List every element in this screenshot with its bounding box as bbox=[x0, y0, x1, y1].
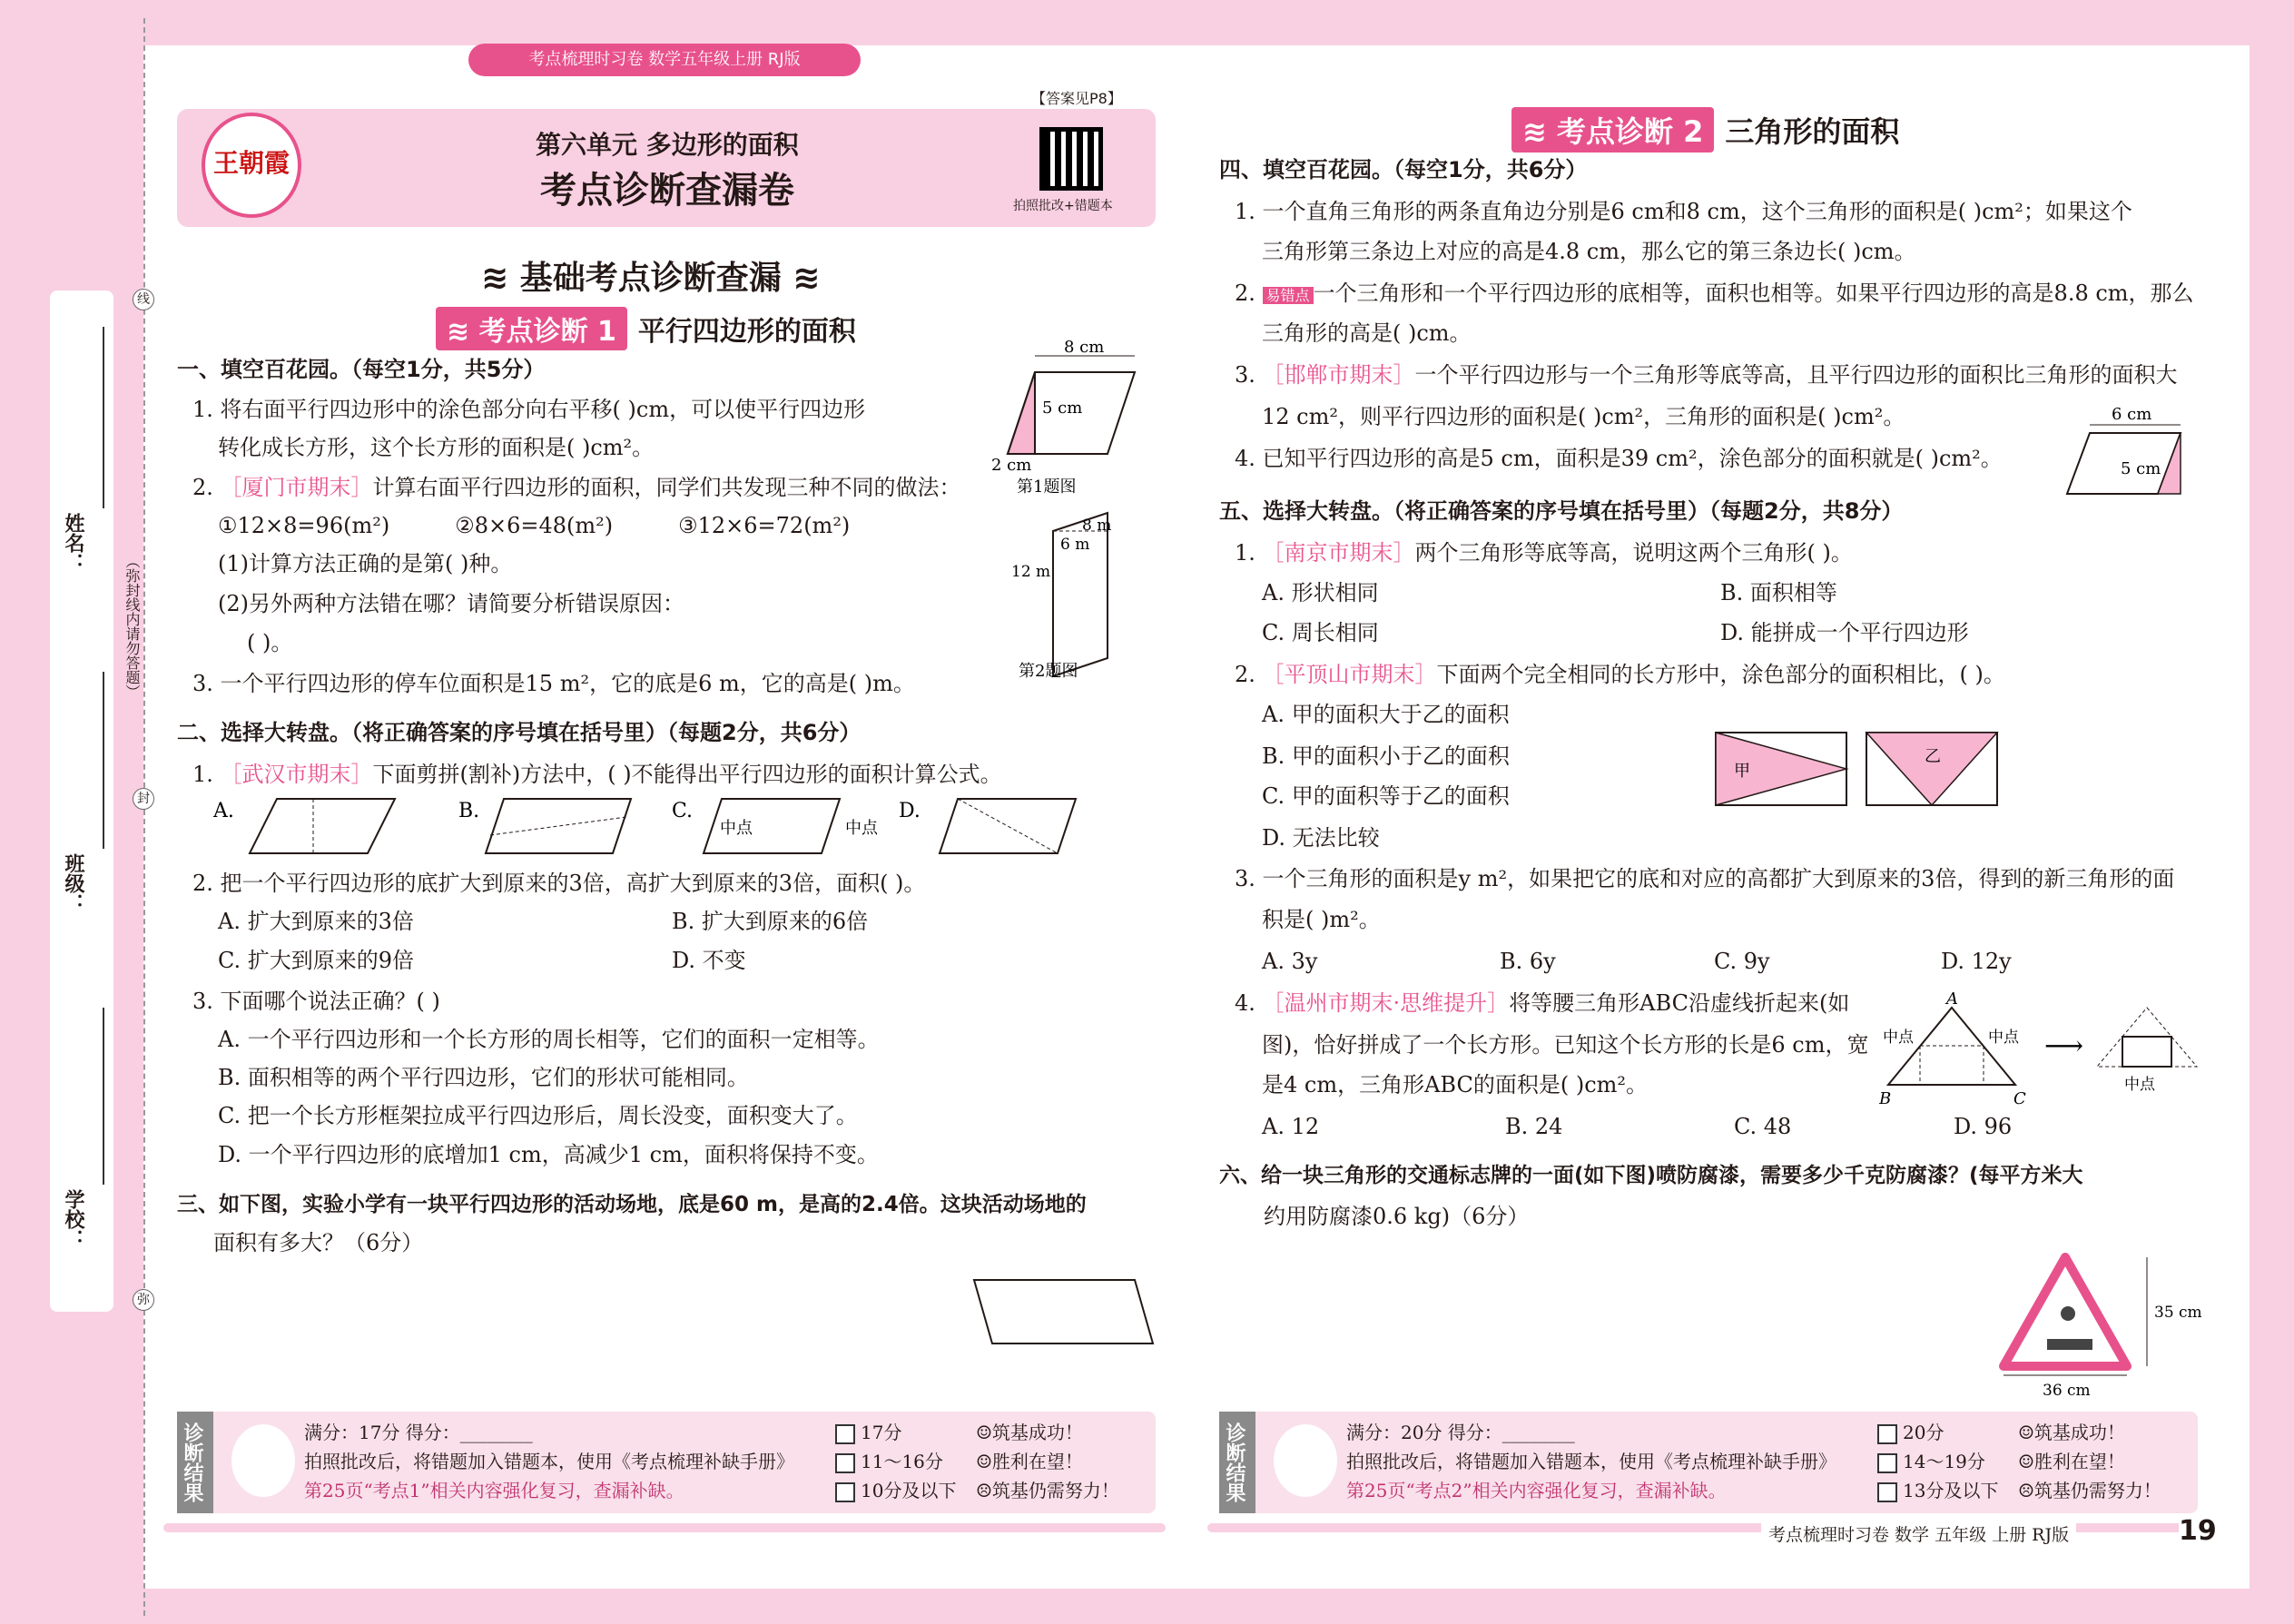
figure-r4-parallelogram bbox=[2053, 401, 2190, 501]
r3-source: ［邯郸市期末］ bbox=[1262, 362, 1415, 388]
r2-line2: 三角形的高是( )cm。 bbox=[1262, 320, 1472, 346]
footer-series: 考点梳理时习卷 数学 五年级 上册 RJ版 bbox=[1761, 1521, 2076, 1549]
right-footer-result3: ☹筑基仍需努力！ bbox=[2018, 1480, 2161, 1501]
p2-source: ［平顶山市期末］ bbox=[1262, 662, 1437, 687]
fig2-label-b: 6 m bbox=[1060, 536, 1090, 554]
right-footer-line2: 第25页“考点2”相关内容强化复习，查漏补缺。 bbox=[1346, 1480, 1727, 1501]
mid-label-1: 中点 bbox=[1883, 1029, 1914, 1047]
p4-line2: 图)，恰好拼成了一个长方形。已知这个长方形的长是6 cm，宽 bbox=[1262, 1032, 1869, 1058]
left-footer-opt3[interactable] bbox=[835, 1477, 956, 1504]
c2-text: 2. 把一个平行四边形的底扩大到原来的3倍，高扩大到原来的3倍，面积( )。 bbox=[192, 871, 926, 896]
left-footer-mascot-icon bbox=[231, 1424, 295, 1497]
left-footer-opt3-label: 10分及以下 bbox=[861, 1480, 957, 1501]
section-6-line1: 六、给一块三角形的交通标志牌的一面(如下图)喷防腐漆，需要多少千克防腐漆？(每平方米大 bbox=[1219, 1164, 2083, 1187]
diagnosis-2-tag: ≋ 考点诊断 2 bbox=[1511, 107, 1714, 153]
c1-fig-a bbox=[250, 799, 395, 853]
answer-reference: 【答案见P8】 bbox=[1026, 87, 1127, 108]
right-footer-opt1-label: 20分 bbox=[1903, 1422, 1944, 1443]
right-footer-opt1[interactable] bbox=[1877, 1419, 1944, 1446]
fig2-label-c: 12 m bbox=[1011, 563, 1051, 581]
class-field-label: 班级： bbox=[62, 853, 84, 913]
p2-line bbox=[1235, 661, 2005, 688]
fig2-caption: 第2题图 bbox=[1019, 662, 1078, 681]
r1-line2: 三角形第三条边上对应的高是4.8 cm，那么它的第三条边长( )cm。 bbox=[1262, 239, 1916, 264]
q2-line1 bbox=[192, 474, 961, 501]
p4-line3: 是4 cm，三角形ABC的面积是( )cm²。 bbox=[1262, 1072, 1649, 1097]
q2-method-2: ②8×6=48(m²) bbox=[455, 513, 614, 538]
p1-line bbox=[1235, 539, 1853, 566]
binding-dashed-line bbox=[143, 18, 145, 1616]
cut-mark-mi: 弥 bbox=[133, 1289, 154, 1311]
r3-number: 3. bbox=[1235, 362, 1255, 388]
p4-option-a: A. 12 bbox=[1262, 1114, 1320, 1139]
c1-source: ［武汉市期末］ bbox=[220, 762, 373, 787]
p1-option-a: A. 形状相同 bbox=[1262, 580, 1379, 605]
q2-method-3: ③12×6=72(m²) bbox=[678, 513, 851, 538]
r3-text: 一个平行四边形与一个三角形等底等高，且平行四边形的面积比三角形的面积大 bbox=[1414, 362, 2178, 388]
right-footer-score[interactable]: 满分：20分 得分：________ bbox=[1346, 1422, 1575, 1443]
c2-option-d: D. 不变 bbox=[672, 948, 746, 973]
q1-line2: 转化成长方形，这个长方形的面积是( )cm²。 bbox=[218, 435, 655, 460]
section-6-line2: 约用防腐漆0.6 kg)（6分） bbox=[1264, 1204, 1530, 1229]
p4-option-c: C. 48 bbox=[1734, 1114, 1792, 1139]
left-footer-result3: ☹筑基仍需努力！ bbox=[976, 1480, 1119, 1501]
p4-triangle-figure bbox=[1879, 989, 2206, 1107]
section-3-line2: 面积有多大？（6分） bbox=[213, 1230, 424, 1255]
r4-top-label: 6 cm bbox=[2112, 405, 2152, 424]
r3-line1 bbox=[1235, 361, 2178, 389]
fig1-top-label: 8 cm bbox=[1064, 338, 1105, 357]
c1-option-d: D. bbox=[899, 800, 921, 822]
unit-heading: 第六单元 多边形的面积 bbox=[536, 130, 799, 160]
p1-option-b: B. 面积相等 bbox=[1720, 580, 1837, 605]
class-field-line bbox=[103, 672, 104, 849]
p2-text: 下面两个完全相同的长方形中，涂色部分的面积相比，( )。 bbox=[1436, 662, 2005, 687]
c2-option-c: C. 扩大到原来的9倍 bbox=[218, 948, 415, 973]
p2-option-a: A. 甲的面积大于乙的面积 bbox=[1262, 702, 1510, 727]
c3-text: 3. 下面哪个说法正确？( ) bbox=[192, 989, 440, 1014]
qr-caption: 拍照批改+错题本 bbox=[1013, 199, 1113, 213]
p3-option-d: D. 12y bbox=[1941, 949, 2012, 974]
p4-option-d: D. 96 bbox=[1954, 1114, 2013, 1139]
right-footer-opt2-label: 14～19分 bbox=[1903, 1451, 1985, 1472]
left-footer-opt2-label: 11～16分 bbox=[861, 1451, 943, 1472]
diagnosis-2-title: 三角形的面积 bbox=[1725, 114, 1900, 149]
c1-text: 下面剪拼(割补)方法中，( )不能得出平行四边形的面积计算公式。 bbox=[372, 762, 1002, 787]
school-field-label: 学校： bbox=[62, 1189, 84, 1249]
p2-option-c: C. 甲的面积等于乙的面积 bbox=[1262, 783, 1510, 809]
cut-mark-line: 线 bbox=[133, 289, 154, 310]
right-footer-result1: ☺筑基成功！ bbox=[2018, 1422, 2125, 1443]
c1-fig-b-cut bbox=[490, 817, 626, 835]
section-3-line1: 三、如下图，实验小学有一块平行四边形的活动场地，底是60 m，是高的2.4倍。这块活动场地的 bbox=[177, 1193, 1087, 1216]
section-3-figure bbox=[971, 1275, 1157, 1348]
vertex-c: C bbox=[2013, 1089, 2026, 1107]
p3-line1: 3. 一个三角形的面积是y m²，如果把它的底和对应的高都扩大到原来的3倍，得到的新三角形的面 bbox=[1235, 866, 2175, 891]
section-2-title: 二、选择大转盘。（将正确答案的序号填在括号里）（每题2分，共6分） bbox=[177, 720, 861, 745]
traffic-sign-figure bbox=[1993, 1248, 2210, 1403]
r2-number: 2. bbox=[1235, 281, 1255, 306]
c2-option-a: A. 扩大到原来的3倍 bbox=[218, 909, 414, 934]
r2-line1 bbox=[1235, 280, 2194, 310]
diagnosis-2-heading bbox=[1511, 107, 1899, 153]
vertex-a: A bbox=[1946, 989, 1958, 1009]
series-topbar: 考点梳理时习卷 数学五年级上册 RJ版 bbox=[468, 44, 861, 76]
left-footer-opt2[interactable] bbox=[835, 1448, 943, 1475]
section-5-title: 五、选择大转盘。（将正确答案的序号填在括号里）（每题2分，共8分） bbox=[1219, 498, 1904, 524]
q2-part2: (2)另外两种方法错在哪？请简要分析错误原因： bbox=[218, 591, 684, 616]
binding-strip bbox=[50, 290, 113, 1312]
fig2-label-a: 8 m bbox=[1082, 517, 1112, 535]
sign-base-label: 36 cm bbox=[2043, 1382, 2091, 1400]
p1-text: 两个三角形等底等高，说明这两个三角形( )。 bbox=[1414, 540, 1853, 566]
fig1-shaded-triangle bbox=[1008, 372, 1035, 454]
p4-number: 4. bbox=[1235, 990, 1255, 1016]
p2-option-d: D. 无法比较 bbox=[1262, 825, 1380, 851]
c1-fig-b bbox=[486, 799, 631, 853]
p2-option-b: B. 甲的面积小于乙的面积 bbox=[1262, 743, 1510, 769]
q2-text: 计算右面平行四边形的面积，同学们共发现三种不同的做法： bbox=[372, 475, 961, 500]
rect-yi-label: 乙 bbox=[1925, 747, 1941, 766]
r3-line2: 12 cm²，则平行四边形的面积是( )cm²，三角形的面积是( )cm²。 bbox=[1262, 404, 1905, 429]
r4-shaded-triangle bbox=[2158, 433, 2181, 494]
p1-number: 1. bbox=[1235, 540, 1255, 566]
c1-option-b: B. bbox=[458, 800, 480, 822]
name-field-line bbox=[103, 327, 104, 508]
left-footer-opt1-label: 17分 bbox=[861, 1422, 902, 1443]
right-diagnosis-footer bbox=[1219, 1412, 2198, 1513]
mid-label-3: 中点 bbox=[2124, 1076, 2155, 1094]
section-1-title: 一、填空百花园。（每空1分，共5分） bbox=[177, 357, 546, 382]
binding-note: （弥封线内请勿答题） bbox=[123, 554, 141, 699]
left-diagnosis-footer bbox=[177, 1412, 1156, 1513]
p1-source: ［南京市期末］ bbox=[1262, 540, 1415, 566]
p3-line2: 积是( )m²。 bbox=[1262, 907, 1381, 932]
p4-line1 bbox=[1235, 989, 1849, 1017]
p3-option-a: A. 3y bbox=[1262, 949, 1318, 974]
crosswalk-icon bbox=[2047, 1339, 2092, 1350]
right-footer-mascot-icon bbox=[1274, 1424, 1337, 1497]
q2-part1: (1)计算方法正确的是第( )种。 bbox=[218, 551, 513, 576]
right-footer-result2: ☺胜利在望！ bbox=[2018, 1451, 2125, 1472]
left-bottom-wave bbox=[163, 1523, 1166, 1532]
school-field-line bbox=[103, 1008, 104, 1185]
name-field-label: 姓名： bbox=[62, 513, 84, 573]
q2-method-1: ①12×8=96(m²) bbox=[218, 513, 390, 538]
r2-text: 一个三角形和一个平行四边形的底相等，面积也相等。如果平行四边形的高是8.8 cm，那么 bbox=[1313, 281, 2194, 306]
left-footer-result1: ☺筑基成功！ bbox=[976, 1422, 1083, 1443]
p1-option-d: D. 能拼成一个平行四边形 bbox=[1720, 620, 1969, 645]
arrow-icon: ⟶ bbox=[2044, 1030, 2084, 1062]
r4-text: 4. 已知平行四边形的高是5 cm，面积是39 cm²，涂色部分的面积就是( )cm²。 bbox=[1235, 446, 2003, 471]
diagnosis-1-title: 平行四边形的面积 bbox=[637, 316, 856, 348]
c1-fig-c-mid2: 中点 bbox=[845, 819, 878, 838]
r2-error-badge: 易错点 bbox=[1263, 287, 1314, 304]
c1-option-a: A. bbox=[213, 800, 234, 822]
c3-option-b: B. 面积相等的两个平行四边形，它们的形状可能相同。 bbox=[218, 1065, 749, 1090]
q1-line1: 1. 将右面平行四边形中的涂色部分向右平移( )cm，可以使平行四边形 bbox=[192, 397, 866, 422]
p2-rectangles-figure bbox=[1714, 731, 2004, 808]
fig1-height-label: 5 cm bbox=[1042, 399, 1083, 418]
left-footer-label: 诊断结果 bbox=[177, 1412, 213, 1513]
c3-option-d: D. 一个平行四边形的底增加1 cm，高减少1 cm，面积将保持不变。 bbox=[218, 1142, 879, 1167]
c1-line bbox=[192, 761, 1002, 788]
q2-number: 2. bbox=[192, 475, 213, 500]
publisher-logo: 王朝霞 bbox=[202, 113, 301, 218]
c2-option-b: B. 扩大到原来的6倍 bbox=[672, 909, 869, 934]
fig1-caption: 第1题图 bbox=[1017, 477, 1077, 497]
q2-answer-blank[interactable]: ( )。 bbox=[247, 630, 293, 655]
p4-option-b: B. 24 bbox=[1505, 1114, 1563, 1139]
c3-option-a: A. 一个平行四边形和一个长方形的周长相等，它们的面积一定相等。 bbox=[218, 1027, 880, 1052]
q2-source: ［厦门市期末］ bbox=[220, 475, 373, 500]
c1-fig-d bbox=[940, 799, 1076, 853]
c1-number: 1. bbox=[192, 762, 213, 787]
diagnosis-1-heading bbox=[436, 307, 856, 350]
p4-source: ［温州市期末·思维提升］ bbox=[1262, 990, 1510, 1016]
c3-option-c: C. 把一个长方形框架拉成平行四边形后，周长没变，面积变大了。 bbox=[218, 1103, 858, 1128]
figure-1-parallelogram bbox=[980, 336, 1162, 499]
p3-option-b: B. 6y bbox=[1500, 949, 1556, 974]
right-footer-label: 诊断结果 bbox=[1219, 1412, 1255, 1513]
p4-text: 将等腰三角形ABC沿虚线折起来(如 bbox=[1509, 990, 1850, 1016]
vertex-b: B bbox=[1879, 1089, 1892, 1107]
mid-label-2: 中点 bbox=[1988, 1029, 2019, 1047]
left-footer-score[interactable]: 满分：17分 得分：________ bbox=[304, 1422, 533, 1443]
activity-field-parallelogram bbox=[974, 1280, 1153, 1343]
right-footer-opt3[interactable] bbox=[1877, 1477, 1998, 1504]
left-footer-opt1[interactable] bbox=[835, 1419, 901, 1446]
sign-height-label: 35 cm bbox=[2154, 1304, 2202, 1322]
folded-rectangle bbox=[2122, 1037, 2171, 1067]
section-4-title: 四、填空百花园。（每空1分，共6分） bbox=[1219, 157, 1588, 182]
right-footer-line1: 拍照批改后，将错题加入错题本，使用《考点梳理补缺手册》 bbox=[1346, 1451, 1836, 1472]
left-footer-line1: 拍照批改后，将错题加入错题本，使用《考点梳理补缺手册》 bbox=[304, 1451, 794, 1472]
r4-height-label: 5 cm bbox=[2121, 459, 2161, 478]
paper-title: 考点诊断查漏卷 bbox=[540, 170, 794, 212]
right-footer-opt3-label: 13分及以下 bbox=[1903, 1480, 1999, 1501]
p2-number: 2. bbox=[1235, 662, 1255, 687]
c1-options-figures bbox=[213, 790, 1157, 862]
c1-fig-d-cut bbox=[958, 799, 1058, 853]
p1-option-c: C. 周长相同 bbox=[1262, 620, 1379, 645]
page-number: 19 bbox=[2179, 1515, 2217, 1547]
qr-code-icon[interactable] bbox=[1039, 127, 1103, 191]
figure-2-parallelogram bbox=[999, 504, 1162, 685]
fig1-base-label: 2 cm bbox=[991, 456, 1032, 475]
left-footer-result2: ☺胜利在望！ bbox=[976, 1451, 1083, 1472]
left-footer-line2: 第25页“考点1”相关内容强化复习，查漏补缺。 bbox=[304, 1480, 684, 1501]
right-footer-opt2[interactable] bbox=[1877, 1448, 1985, 1475]
diagnosis-1-tag: ≋ 考点诊断 1 bbox=[436, 307, 627, 350]
p3-option-c: C. 9y bbox=[1714, 949, 1770, 974]
q2-methods bbox=[218, 512, 850, 539]
rect-jia-label: 甲 bbox=[1734, 762, 1750, 781]
q3-text: 3. 一个平行四边形的停车位面积是15 m²，它的底是6 m，它的高是( )m。 bbox=[192, 671, 915, 696]
r1-line1: 1. 一个直角三角形的两条直角边分别是6 cm和8 cm，这个三角形的面积是( )cm²；如果这个 bbox=[1235, 199, 2132, 224]
c1-option-c: C. bbox=[672, 800, 694, 822]
pedestrian-icon bbox=[2061, 1306, 2075, 1321]
cut-mark-seal: 封 bbox=[133, 788, 154, 810]
section-main-banner: ≋ 基础考点诊断查漏 ≋ bbox=[481, 260, 821, 297]
c1-fig-c-mid1: 中点 bbox=[720, 819, 753, 838]
